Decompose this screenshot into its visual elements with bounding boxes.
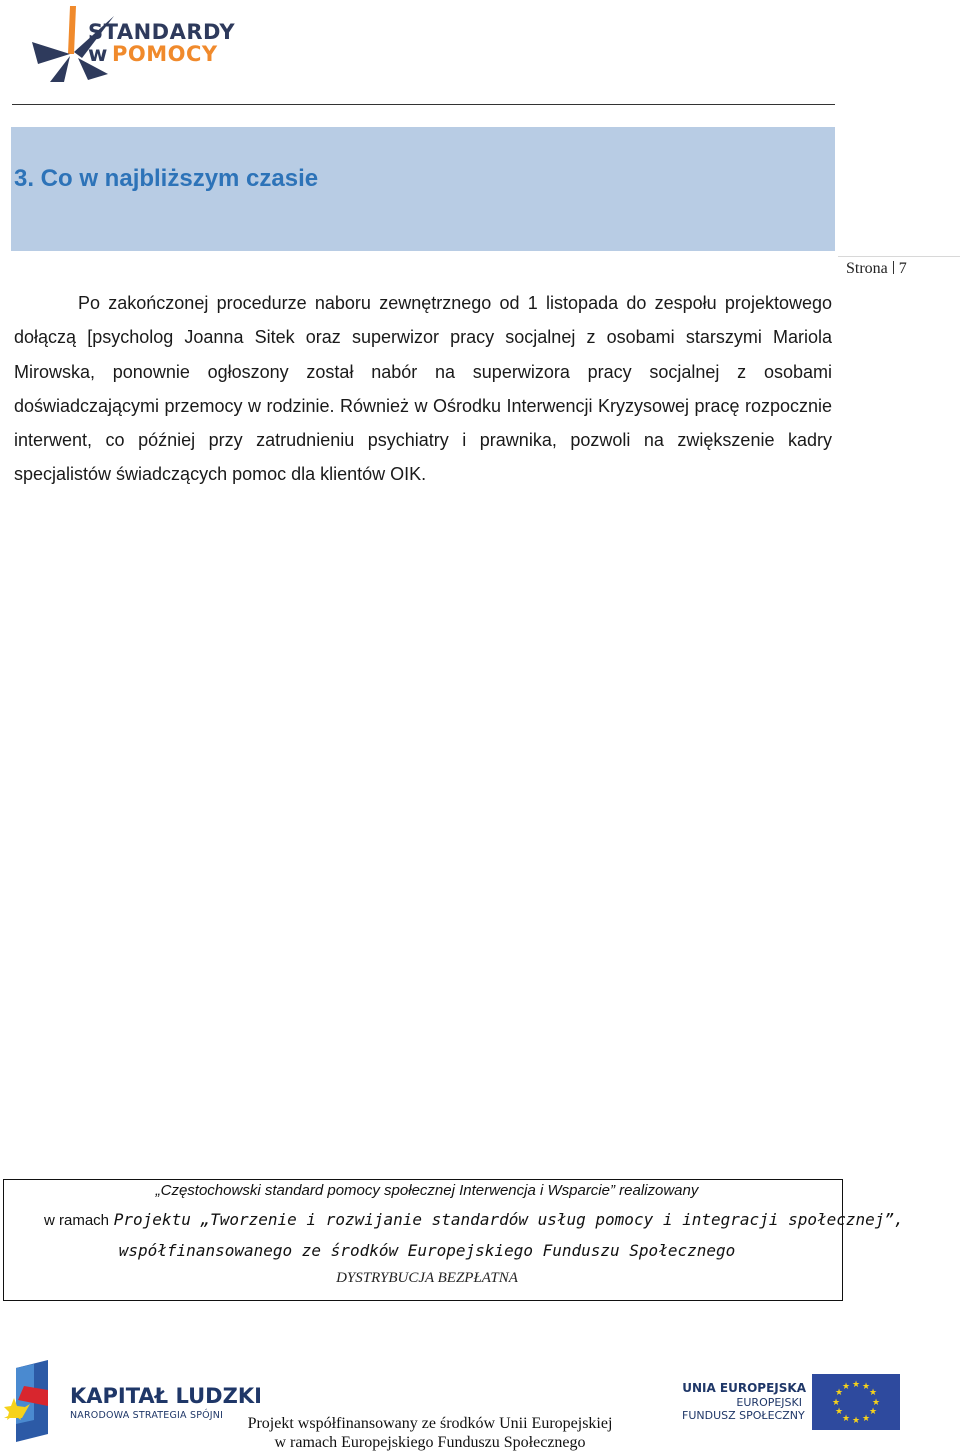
ue-text-line3: FUNDUSZ SPOŁECZNY [682,1409,805,1422]
svg-text:★: ★ [851,1416,861,1426]
logo-text-w: w [88,42,108,66]
svg-text:★: ★ [871,1398,881,1408]
svg-text:★: ★ [834,1388,844,1398]
footer-box [3,1179,904,1301]
page-number-separator [893,261,894,274]
svg-text:★: ★ [834,1407,844,1417]
svg-text:★: ★ [868,1407,878,1417]
cofinanced-line1: Projekt współfinansowany ze środków Unii Europejskiej [247,1415,613,1432]
svg-text:★: ★ [861,1414,871,1424]
ue-text-line1: UNIA EUROPEJSKA [682,1381,806,1395]
section-heading: 3. Co w najbliższym czasie [14,165,319,192]
svg-text:★: ★ [851,1380,861,1390]
page-number-label: Strona [846,260,888,277]
logo-text-standardy: STANDARDY [88,20,236,44]
svg-text:★: ★ [841,1414,851,1424]
page-number-value: 7 [898,260,907,277]
header-divider [12,104,835,105]
body-paragraph: Po zakończonej procedurze naboru zewnętrznego od 1 listopada do zespołu projektowego dołączą [psycholog Joanna Sitek oraz superwizor pracy socjalnej z osobami starszymi Mariola Mirowska, ponownie ogłoszony został nabór na superwizora pracy socjalnej z osobami doświadczającymi przemocy w rodzinie. Również w Ośrodku Interwencji Kryzysowej pracę rozpocznie interwent, co później przy zatrudnieniu psychiatry i prawnika, pozwoli na zwiększenie kadry specjalistów świadczących pomoc dla klientów OIK. [14,293,832,485]
footer-box-line2-prefix: w ramach [44,1212,110,1229]
page-number-rule [838,256,960,257]
ue-text-line2: EUROPEJSKI [736,1396,802,1409]
svg-text:★: ★ [868,1388,878,1398]
footer-box-line2 [44,1210,904,1230]
svg-text:★: ★ [841,1382,851,1392]
page-number [846,260,907,278]
footer-box-line4: DYSTRYBUCJA BEZPŁATNA [336,1270,518,1286]
svg-text:★: ★ [831,1398,841,1408]
footer-box-line3: współfinansowanego ze środków Europejskiego Funduszu Społecznego [118,1241,736,1260]
eu-flag-icon [812,1374,900,1430]
kapital-ludzki-subtitle: NARODOWA STRATEGIA SPÓJNI [70,1410,224,1421]
logo-text-pomocy: POMOCY [112,42,218,66]
footer-box-line2-main: Projektu „Tworzenie i rozwijanie standardów usług pomocy i integracji społecznej”, [113,1210,904,1229]
svg-text:★: ★ [861,1382,871,1392]
cofinanced-line2: w ramach Europejskiego Funduszu Społecznego [274,1434,586,1451]
kapital-ludzki-title: KAPITAŁ LUDZKI [70,1384,262,1408]
footer-box-line1: „Częstochowski standard pomocy społecznej Interwencja i Wsparcie” realizowany [155,1182,699,1199]
